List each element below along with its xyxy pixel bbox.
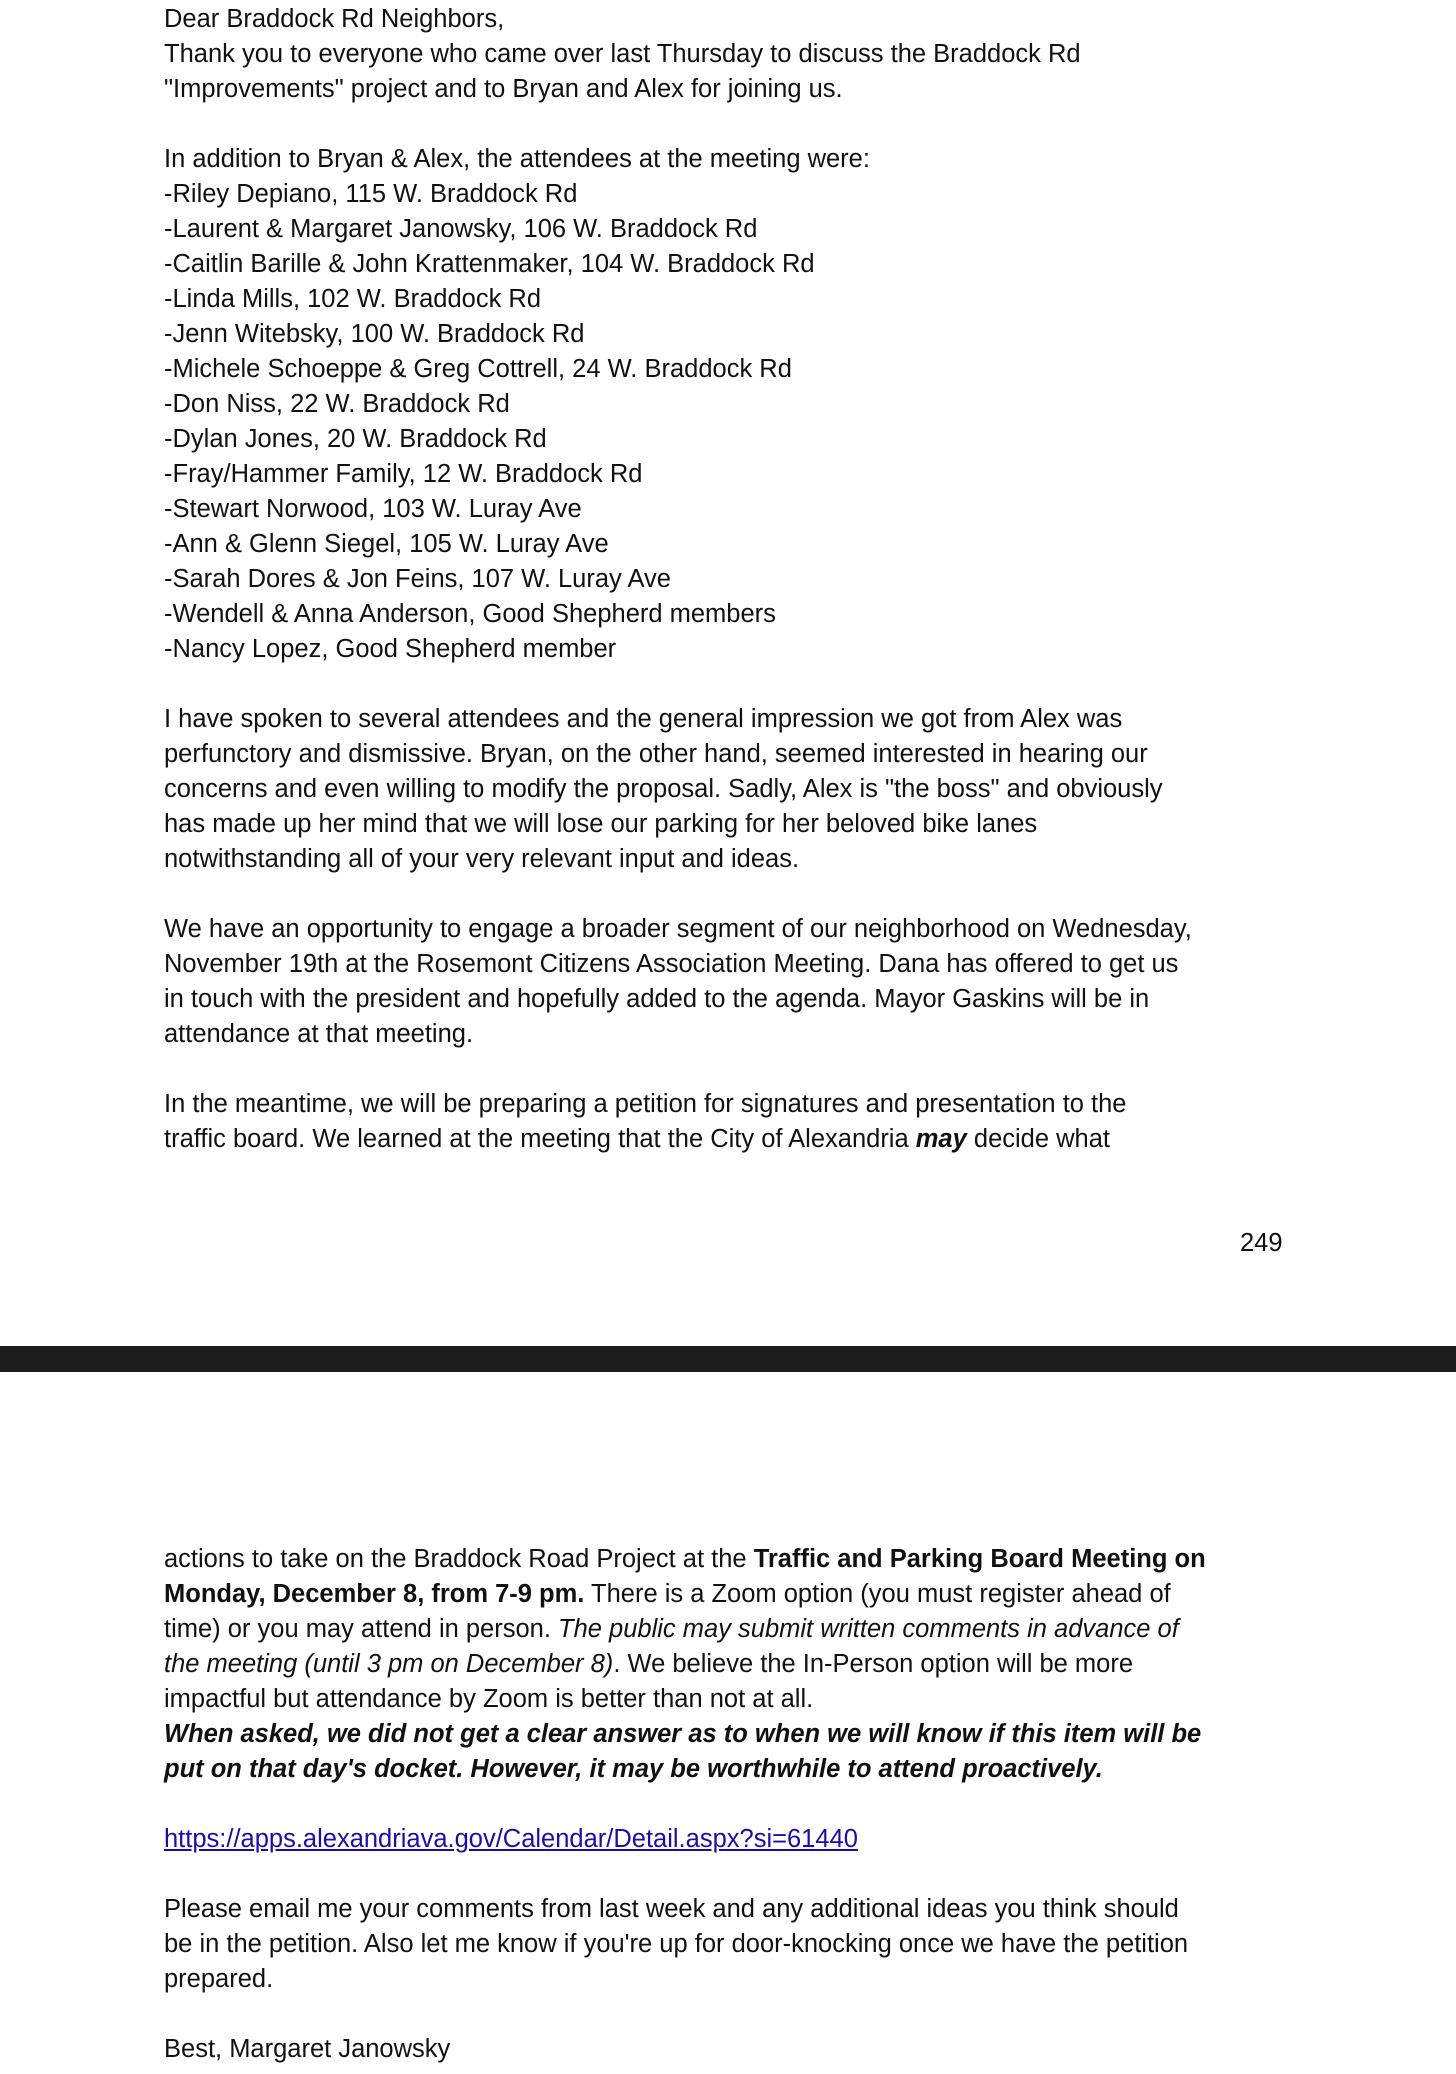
attendee-list <box>164 177 1304 667</box>
impression-line: I have spoken to several attendees and the general impression we got from Alex was <box>164 705 1123 733</box>
intro-line: "Improvements" project and to Bryan and Alex for joining us. <box>164 75 843 103</box>
opportunity-line: November 19th at the Rosemont Citizens Association Meeting. Dana has offered to get us <box>164 950 1179 978</box>
calendar-link[interactable]: https://apps.alexandriava.gov/Calendar/Detail.aspx?si=61440 <box>164 1825 858 1853</box>
meeting-text: . We believe the In-Person option will be more <box>613 1650 1134 1678</box>
calendar-link-line <box>164 1822 1304 1857</box>
attendees-intro: In addition to Bryan & Alex, the attendees at the meeting were: <box>164 145 870 173</box>
opportunity-line: We have an opportunity to engage a broader segment of our neighborhood on Wednesday, <box>164 915 1192 943</box>
meeting-line: impactful but attendance by Zoom is better than not at all. <box>164 1685 814 1713</box>
petition-text: decide what <box>966 1125 1110 1153</box>
docket-note: put on that day's docket. However, it may be worthwhile to attend proactively. <box>164 1755 1103 1783</box>
attendee-item: -Don Niss, 22 W. Braddock Rd <box>164 390 510 418</box>
attendee-item: -Riley Depiano, 115 W. Braddock Rd <box>164 180 578 208</box>
petition-line: In the meantime, we will be preparing a petition for signatures and presentation to the <box>164 1090 1127 1118</box>
petition-line <box>164 1122 1304 1157</box>
attendee-item: -Sarah Dores & Jon Feins, 107 W. Luray Ave <box>164 565 671 593</box>
docket-note: When asked, we did not get a clear answer as to when we will know if this item will be <box>164 1720 1202 1748</box>
meeting-line <box>164 1647 1304 1682</box>
meeting-line <box>164 1542 1304 1577</box>
closing-line: be in the petition. Also let me know if you're up for door-knocking once we have the petition <box>164 1930 1189 1958</box>
meeting-line <box>164 1577 1304 1612</box>
attendee-item: -Fray/Hammer Family, 12 W. Braddock Rd <box>164 460 643 488</box>
impression-line: has made up her mind that we will lose our parking for her beloved bike lanes <box>164 810 1038 838</box>
impression-line: perfunctory and dismissive. Bryan, on the other hand, seemed interested in hearing our <box>164 740 1148 768</box>
closing-line: prepared. <box>164 1965 274 1993</box>
attendee-item: -Nancy Lopez, Good Shepherd member <box>164 635 617 663</box>
page-divider <box>0 1346 1456 1372</box>
attendee-item: -Michele Schoeppe & Greg Cottrell, 24 W. Braddock Rd <box>164 355 792 383</box>
meeting-italic: the meeting (until 3 pm on December 8) <box>164 1650 614 1678</box>
opportunity-line: in touch with the president and hopefully added to the agenda. Mayor Gaskins will be in <box>164 985 1150 1013</box>
meeting-text: There is a Zoom option (you must register ahead of <box>584 1580 1171 1608</box>
page-number: 249 <box>1240 1229 1283 1257</box>
attendee-item: -Wendell & Anna Anderson, Good Shepherd members <box>164 600 776 628</box>
intro-line: Thank you to everyone who came over last Thursday to discuss the Braddock Rd <box>164 40 1081 68</box>
attendee-item: -Linda Mills, 102 W. Braddock Rd <box>164 285 541 313</box>
meeting-text: time) or you may attend in person. <box>164 1615 559 1643</box>
closing-line: Please email me your comments from last week and any additional ideas you think should <box>164 1895 1179 1923</box>
signoff: Best, Margaret Janowsky <box>164 2035 451 2063</box>
letter-body-page-2 <box>164 1542 1304 2067</box>
attendee-item: -Caitlin Barille & John Krattenmaker, 104 W. Braddock Rd <box>164 250 815 278</box>
impression-line: notwithstanding all of your very relevant input and ideas. <box>164 845 800 873</box>
attendee-item: -Jenn Witebsky, 100 W. Braddock Rd <box>164 320 585 348</box>
letter-body-page-1 <box>164 2 1304 1157</box>
petition-text: traffic board. We learned at the meeting that the City of Alexandria <box>164 1125 916 1153</box>
meeting-line <box>164 1612 1304 1647</box>
meeting-italic: The public may submit written comments in advance of <box>558 1615 1179 1643</box>
meeting-text: actions to take on the Braddock Road Project at the <box>164 1545 754 1573</box>
meeting-title: Traffic and Parking Board Meeting on <box>753 1545 1206 1573</box>
attendee-item: -Laurent & Margaret Janowsky, 106 W. Braddock Rd <box>164 215 758 243</box>
meeting-date: Monday, December 8, from 7-9 pm. <box>164 1580 585 1608</box>
attendee-item: -Ann & Glenn Siegel, 105 W. Luray Ave <box>164 530 609 558</box>
impression-line: concerns and even willing to modify the proposal. Sadly, Alex is "the boss" and obviously <box>164 775 1163 803</box>
attendee-item: -Dylan Jones, 20 W. Braddock Rd <box>164 425 547 453</box>
opportunity-line: attendance at that meeting. <box>164 1020 474 1048</box>
attendee-item: -Stewart Norwood, 103 W. Luray Ave <box>164 495 582 523</box>
emphasis-may: may <box>915 1125 967 1153</box>
greeting: Dear Braddock Rd Neighbors, <box>164 5 505 33</box>
